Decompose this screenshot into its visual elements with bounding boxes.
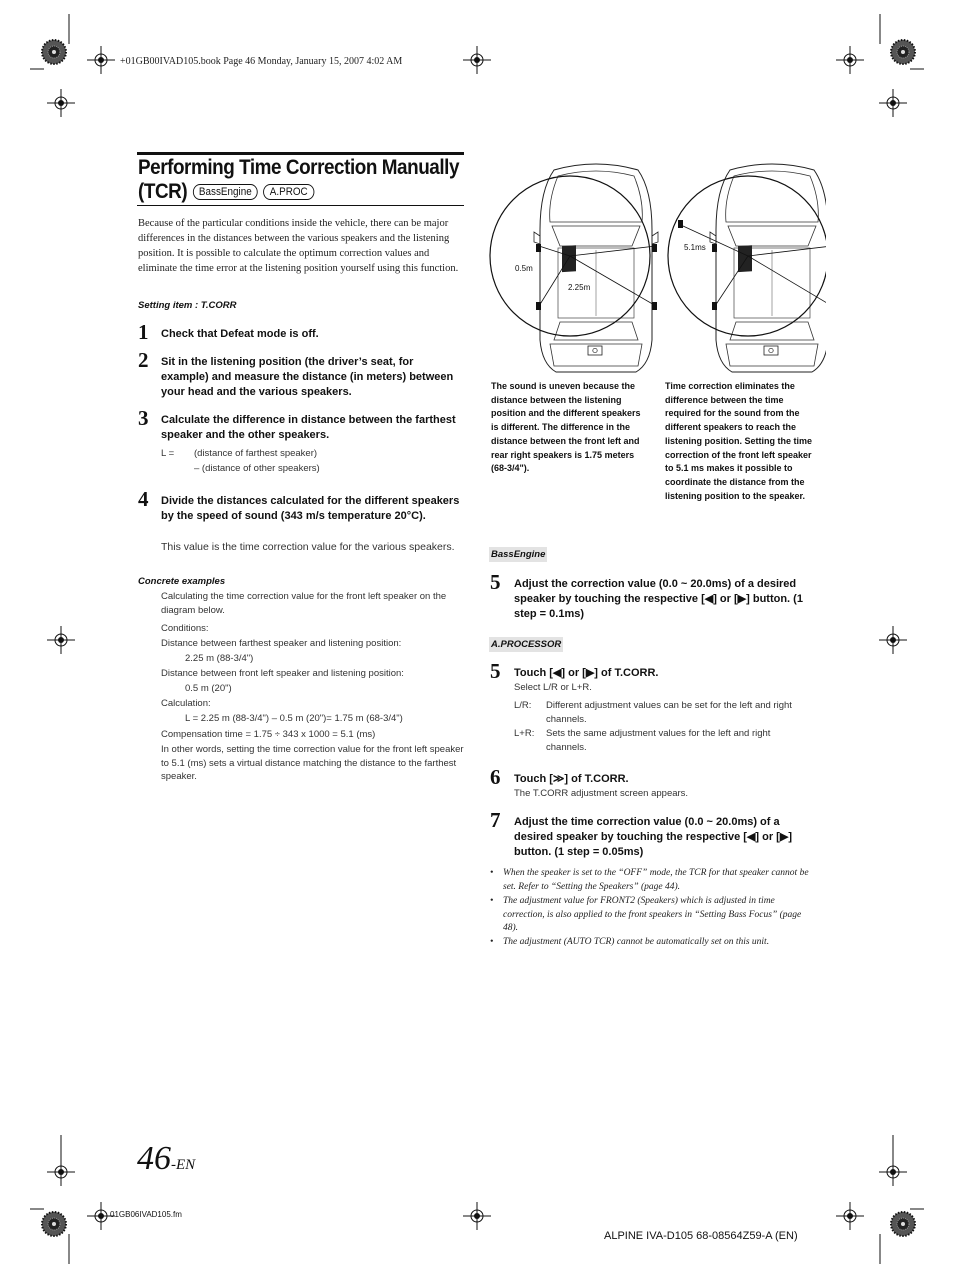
title-line-2: [138, 180, 462, 204]
note-bullet-2: •: [490, 896, 494, 906]
concrete-line-2: Conditions:: [161, 623, 209, 634]
label-5-1ms: 5.1ms: [684, 243, 706, 252]
concrete-line-7: Calculation:: [161, 698, 211, 709]
registration-mark-icon: [463, 1202, 491, 1230]
aproc-step-5-sub: Select L/R or L+R.: [514, 682, 592, 693]
label-2-25m: 2.25m: [568, 283, 591, 292]
title-rule: [137, 152, 464, 155]
registration-mark-icon: [879, 89, 907, 117]
registration-mark-icon: [879, 1158, 907, 1186]
formula-line-2: – (distance of other speakers): [194, 463, 320, 474]
color-wheel-icon: [891, 40, 915, 64]
color-wheel-icon: [42, 1212, 66, 1236]
concrete-line-1: Calculating the time correction value for the front left speaker on the diagram below.: [161, 591, 447, 616]
note-bullet-3: •: [490, 937, 494, 947]
def-lplusr-desc: Sets the same adjustment values for the left and right channels.: [546, 728, 771, 753]
aproc-step-5-number: 5: [490, 659, 501, 683]
triangle-left-icon: ◀: [552, 667, 562, 679]
aproc-step-6-number: 6: [490, 765, 501, 789]
step-2-number: 2: [138, 348, 149, 372]
def-lplusr-term: L+R:: [514, 728, 535, 739]
color-wheel-icon: [891, 1212, 915, 1236]
page-number: 46-EN: [137, 1140, 196, 1177]
step-4-number: 4: [138, 487, 149, 511]
concrete-examples-heading: Concrete examples: [138, 576, 226, 587]
bassengine-badge: BassEngine: [193, 184, 258, 200]
registration-mark-icon: [47, 1158, 75, 1186]
triangle-right-icon: ▶: [585, 667, 595, 679]
concrete-line-4: 2.25 m (88-3/4"): [185, 653, 254, 664]
step-3-number: 3: [138, 406, 149, 430]
aproc-badge: A.PROC: [263, 184, 314, 200]
concrete-line-5: Distance between front left speaker and listening position:: [161, 668, 404, 679]
registration-mark-icon: [87, 46, 115, 74]
aproc-step-5-text: Touch [◀] or [▶] of T.CORR.: [514, 667, 659, 679]
title-tcr: (TCR): [138, 180, 188, 203]
triangle-right-icon: ▶: [737, 593, 747, 605]
concrete-line-8: L = 2.25 m (88-3/4") – 0.5 m (20")= 1.75 m (68-3/4"): [185, 713, 403, 724]
registration-mark-icon: [463, 46, 491, 74]
concrete-line-9: Compensation time = 1.75 ÷ 343 x 1000 = 5.1 (ms): [161, 729, 376, 740]
note-3: The adjustment (AUTO TCR) cannot be automatically set on this unit.: [503, 937, 770, 947]
setting-item-label: Setting item : T.CORR: [138, 300, 237, 311]
bass-step-5-number: 5: [490, 570, 501, 594]
double-chevron-icon: ≫: [552, 773, 565, 785]
page-title: [138, 156, 462, 204]
bass-step-5-text: Adjust the correction value (0.0 ~ 20.0ms) of a desired speaker by touching the respective [◀] or [▶] button. (1 step = 0.1ms): [514, 578, 803, 620]
note-2: The adjustment value for FRONT2 (Speakers) which is adjusted in time correction, is also applied to the front speakers in “Setting Bass Focus” (page 48).: [503, 896, 802, 933]
triangle-left-icon: ◀: [704, 593, 714, 605]
aproc-step-7-number: 7: [490, 808, 501, 832]
step-1-text: Check that Defeat mode is off.: [161, 328, 319, 340]
registration-mark-icon: [879, 626, 907, 654]
bassengine-tag: BassEngine: [491, 549, 546, 560]
aproc-step-6-text: Touch [≫] of T.CORR.: [514, 773, 629, 785]
aproc-step-7-text: Adjust the time correction value (0.0 ~ 20.0ms) of a desired speaker by touching the respective [◀] or [▶] button. (1 step = 0.05ms): [514, 816, 792, 858]
footer-model: ALPINE IVA-D105 68-08564Z59-A (EN): [604, 1230, 798, 1242]
intro-paragraph: Because of the particular conditions inside the vehicle, there can be major differences in the distances between the various speakers and the listening position. It is possible to calculate the optimum correction values and eliminate the time error at the listening position yourself using this function.: [138, 218, 459, 274]
registration-mark-icon: [47, 626, 75, 654]
def-lr-term: L/R:: [514, 700, 532, 711]
title-line-1: Performing Time Correction Manually: [138, 156, 460, 179]
concrete-line-3: Distance between farthest speaker and listening position:: [161, 638, 402, 649]
concrete-line-6: 0.5 m (20"): [185, 683, 232, 694]
note-1: When the speaker is set to the “OFF” mode, the TCR for that speaker cannot be set. Refer to “Setting the Speakers” (page 44).: [503, 868, 809, 892]
caption-left: The sound is uneven because the distance between the listening position and the different speakers is different. The difference in the distance between the front left and rear right speakers is 1.75 meters (68-3/4").: [491, 381, 641, 474]
color-wheel-icon: [42, 40, 66, 64]
registration-mark-icon: [836, 1202, 864, 1230]
note-bullet-1: •: [490, 868, 494, 878]
file-header: +01GB00IVAD105.book Page 46 Monday, January 15, 2007 4:02 AM: [120, 56, 403, 67]
step-2-text: Sit in the listening position (the driver’s seat, for example) and measure the distance (in meters) between your head and the various speakers.: [161, 356, 454, 398]
label-0-5m: 0.5m: [515, 264, 533, 273]
aprocessor-tag: A.PROCESSOR: [491, 639, 562, 650]
footer-file: 01GB06IVAD105.fm: [110, 1210, 182, 1219]
triangle-right-icon: ▶: [779, 831, 789, 843]
caption-right: Time correction eliminates the difference between the time required for the sound from the different speakers to reach the listening position. Setting the time correction of the front left speaker to 5.1 ms makes it possible to coordinate the distance from the listening position to the speaker.: [665, 381, 813, 501]
triangle-left-icon: ◀: [746, 831, 756, 843]
speaker-diagram: [486, 156, 826, 376]
def-lr-desc: Different adjustment values can be set for the left and right channels.: [546, 700, 792, 725]
formula-line-1: (distance of farthest speaker): [194, 448, 318, 459]
step-4-note: This value is the time correction value for the various speakers.: [161, 541, 455, 553]
concrete-line-10: In other words, setting the time correction value for the front left speaker to 5.1 (ms) sets a virtual distance matching the distance to the farthest speaker.: [161, 744, 464, 782]
step-4-text: Divide the distances calculated for the different speakers by the speed of sound (343 m/s temperature 20°C).: [161, 495, 460, 522]
title-underline: [137, 205, 464, 206]
aproc-step-6-sub: The T.CORR adjustment screen appears.: [514, 788, 689, 799]
registration-mark-icon: [836, 46, 864, 74]
formula-label: L =: [161, 448, 175, 459]
step-3-text: Calculate the difference in distance between the farthest speaker and the other speakers.: [161, 414, 456, 441]
registration-mark-icon: [47, 89, 75, 117]
step-1-number: 1: [138, 320, 149, 344]
